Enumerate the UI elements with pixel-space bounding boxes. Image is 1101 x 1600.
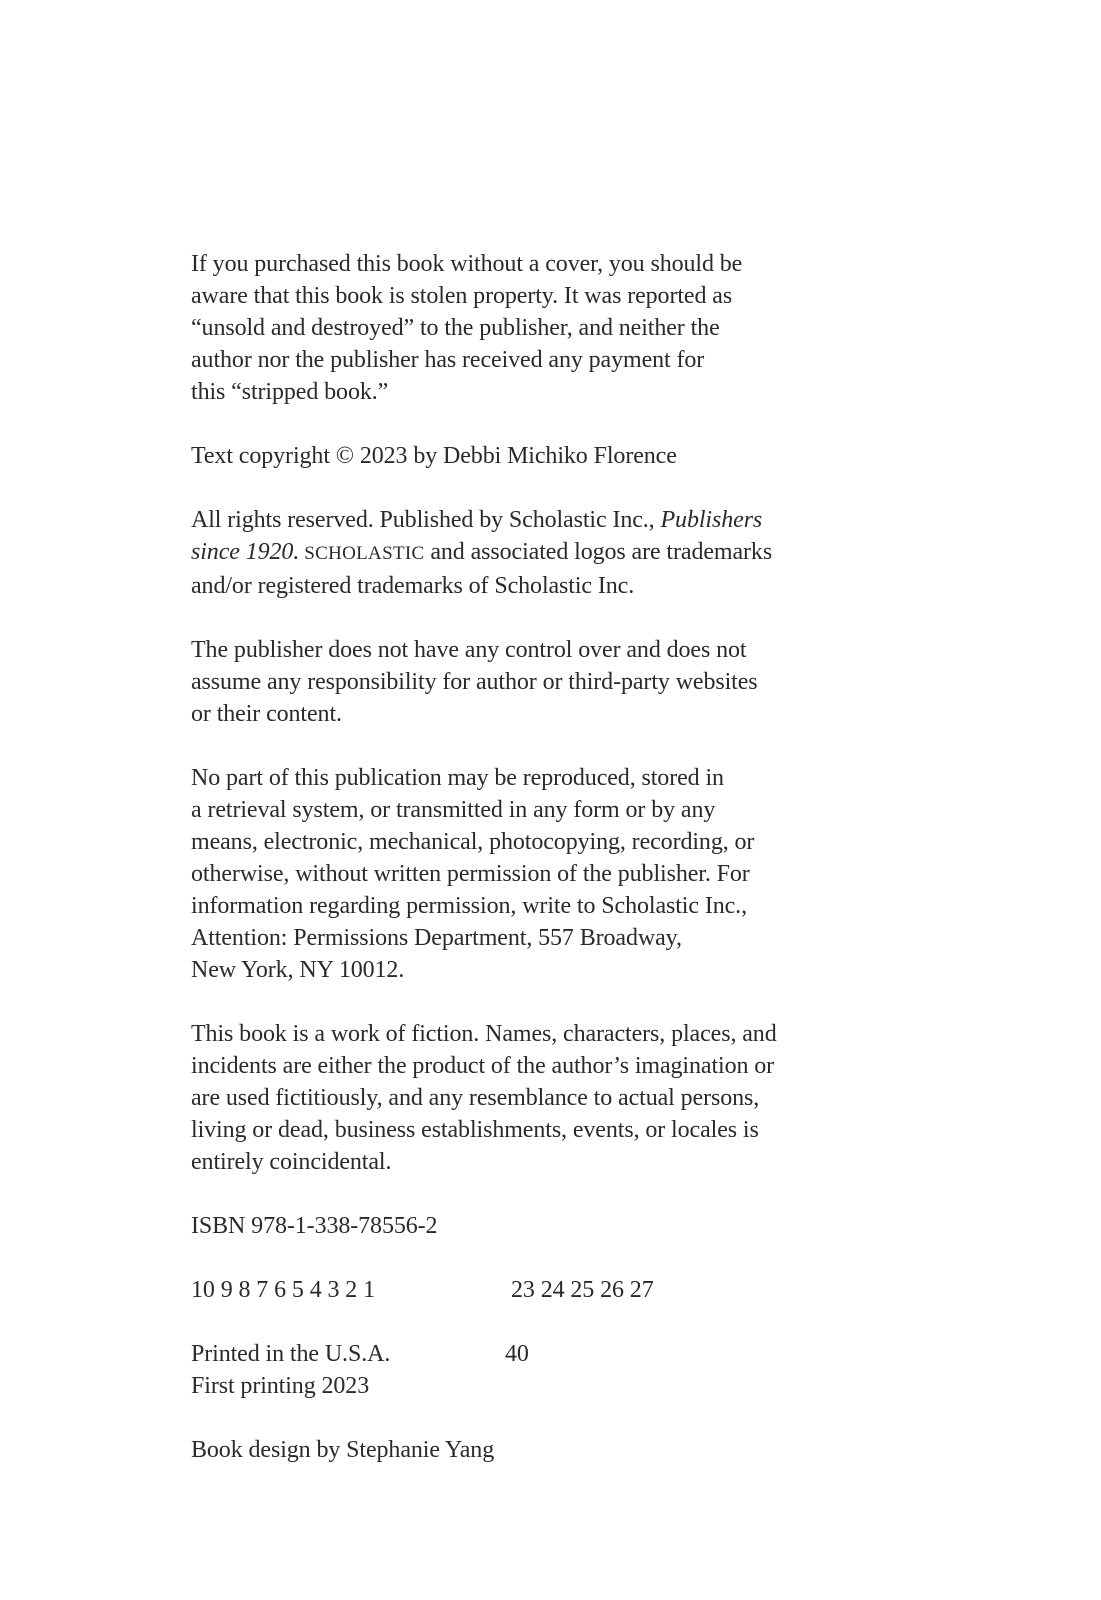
notice-line: are used fictitiously, and any resemblance to actual persons, [191, 1085, 760, 1111]
stripped-book-notice [191, 248, 911, 408]
publishers-tagline: Publishers [660, 507, 763, 533]
notice-line: New York, NY 10012. [191, 957, 405, 983]
notice-line: The publisher does not have any control over and does not [191, 637, 747, 663]
notice-line: this “stripped book.” [191, 379, 389, 405]
notice-line: or their content. [191, 701, 342, 727]
scholastic-wordmark: SCHOLASTIC [299, 543, 425, 564]
notice-line: a retrieval system, or transmitted in any form or by any [191, 797, 716, 823]
first-printing: First printing 2023 [191, 1373, 370, 1399]
fiction-disclaimer [191, 1018, 911, 1178]
printed-in-row [191, 1338, 911, 1370]
notice-line: incidents are either the product of the author’s imagination or [191, 1053, 775, 1079]
notice-line: author nor the publisher has received any payment for [191, 347, 705, 373]
rights-statement [191, 504, 911, 602]
rights-line-2 [191, 536, 911, 570]
websites-notice [191, 634, 911, 730]
printed-in-country: Printed in the U.S.A. [191, 1341, 391, 1367]
rights-text: and associated logos are trademarks [424, 539, 773, 565]
isbn: ISBN 978-1-338-78556-2 [191, 1213, 438, 1239]
copyright-line: Text copyright © 2023 by Debbi Michiko Florence [191, 443, 677, 469]
notice-line: living or dead, business establishments, events, or locales is [191, 1117, 759, 1143]
printing-year-line: 23 24 25 26 27 [511, 1277, 654, 1303]
notice-line: No part of this publication may be reproduced, stored in [191, 765, 724, 791]
rights-line-3: and/or registered trademarks of Scholastic Inc. [191, 573, 635, 599]
print-line [191, 1274, 911, 1306]
notice-line: If you purchased this book without a cover, you should be [191, 251, 743, 277]
design-credit: Book design by Stephanie Yang [191, 1437, 495, 1463]
printing-number-line: 10 9 8 7 6 5 4 3 2 1 [191, 1277, 376, 1303]
design-credit-block [191, 1434, 911, 1466]
notice-line: Attention: Permissions Department, 557 Broadway, [191, 925, 682, 951]
notice-line: assume any responsibility for author or third-party websites [191, 669, 758, 695]
notice-line: aware that this book is stolen property. It was reported as [191, 283, 733, 309]
copyright-text-block [191, 248, 911, 1498]
notice-line: means, electronic, mechanical, photocopying, recording, or [191, 829, 755, 855]
first-printing-row [191, 1370, 911, 1402]
printing-info [191, 1338, 911, 1402]
permissions-notice [191, 762, 911, 986]
notice-line: This book is a work of fiction. Names, characters, places, and [191, 1021, 777, 1047]
isbn-block [191, 1210, 911, 1242]
notice-line: entirely coincidental. [191, 1149, 392, 1175]
print-line-block [191, 1274, 911, 1306]
copyright-statement [191, 440, 911, 472]
rights-line-1 [191, 504, 911, 536]
notice-line: “unsold and destroyed” to the publisher, and neither the [191, 315, 720, 341]
printer-code: 40 [505, 1341, 529, 1367]
notice-line: otherwise, without written permission of the publisher. For [191, 861, 750, 887]
publishers-tagline-year: since 1920. [191, 539, 300, 565]
notice-line: information regarding permission, write to Scholastic Inc., [191, 893, 747, 919]
rights-text: All rights reserved. Published by Scholastic Inc., [191, 507, 661, 533]
